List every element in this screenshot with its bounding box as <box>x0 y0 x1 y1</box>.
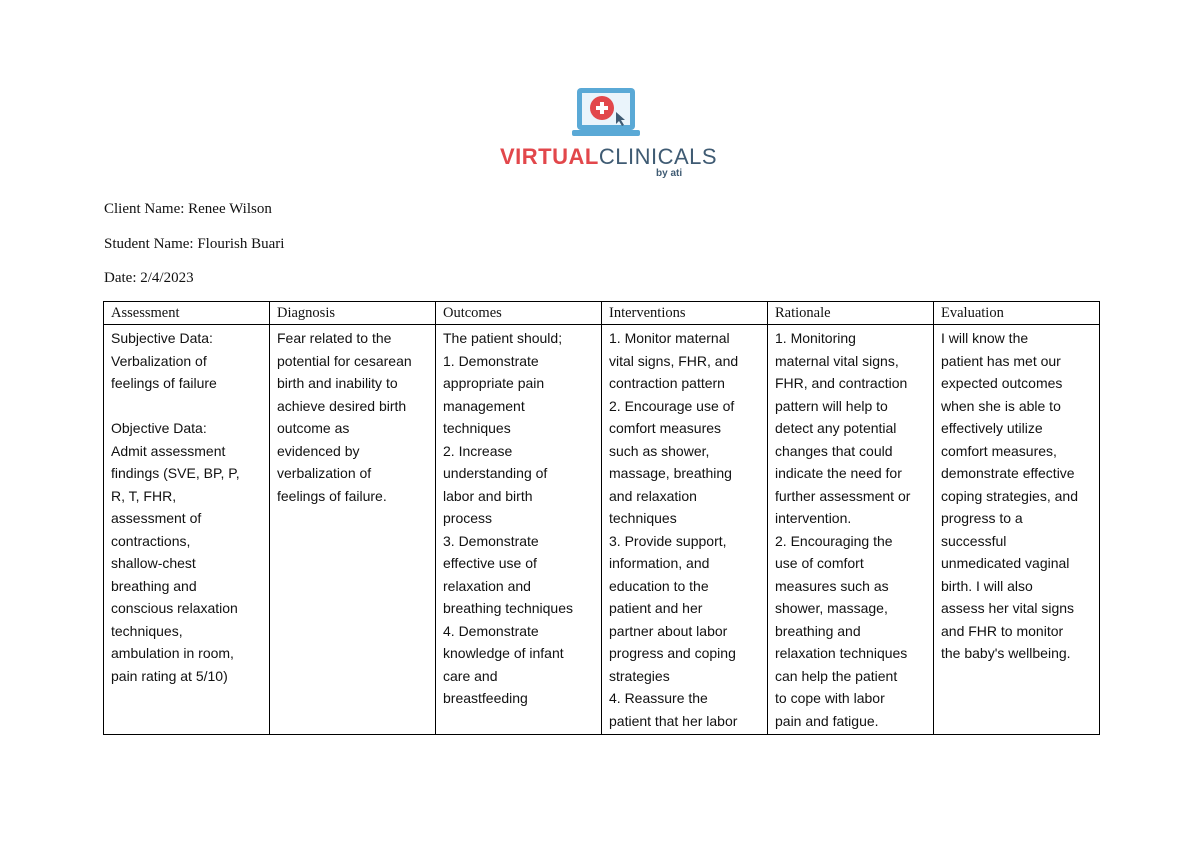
outcomes-line: 4. Demonstrate <box>443 622 539 639</box>
outcomes-line: labor and birth <box>443 487 533 504</box>
diagnosis-line: feelings of failure. <box>277 487 387 504</box>
rationale-line: can help the patient <box>775 667 898 684</box>
header-diagnosis: Diagnosis <box>270 302 436 325</box>
header-assessment: Assessment <box>104 302 270 325</box>
brand-part1: VIRTUAL <box>500 144 599 169</box>
rationale-line: shower, massage, <box>775 600 888 616</box>
rationale-line: 1. Monitoring <box>775 330 856 346</box>
rationale-line: intervention. <box>775 510 852 526</box>
rationale-line: indicate the need for <box>775 465 902 481</box>
outcomes-line: understanding of <box>443 465 548 481</box>
assessment-line: pain rating at 5/10) <box>111 667 228 684</box>
interventions-line: such as shower, <box>609 442 710 459</box>
outcomes-line: process <box>443 510 493 526</box>
evaluation-line: patient has met our <box>941 352 1061 369</box>
rationale-line: FHR, and contraction <box>775 375 908 391</box>
diagnosis-line: potential for cesarean <box>277 352 412 369</box>
interventions-line: 4. Reassure the <box>609 690 708 706</box>
assessment-line: R, T, FHR, <box>111 487 177 504</box>
assessment-line: ambulation in room, <box>111 645 234 661</box>
outcomes-line: 1. Demonstrate <box>443 352 539 369</box>
rationale-line: pain and fatigue. <box>775 712 879 729</box>
client-name: Client Name: Renee Wilson <box>104 201 272 217</box>
assessment-line: Admit assessment <box>111 442 226 459</box>
evaluation-line: progress to a <box>941 510 1023 526</box>
diagnosis-line: outcome as <box>277 420 350 436</box>
rationale-line: pattern will help to <box>775 397 888 414</box>
rationale-line: 2. Encouraging the <box>775 532 893 549</box>
evaluation-line: unmedicated vaginal <box>941 555 1070 571</box>
header-rationale: Rationale <box>768 302 934 325</box>
rationale-line: breathing and <box>775 622 861 639</box>
table-row <box>104 325 1100 735</box>
outcomes-line: knowledge of infant <box>443 645 564 661</box>
rationale-line: use of comfort <box>775 555 864 571</box>
outcomes-line: 2. Increase <box>443 442 513 459</box>
cell-evaluation <box>934 325 1100 735</box>
assessment-line: findings (SVE, BP, P, <box>111 465 240 481</box>
header-interventions: Interventions <box>602 302 768 325</box>
interventions-line: information, and <box>609 555 710 571</box>
assessment-line: Objective Data: <box>111 420 207 436</box>
evaluation-line: assess her vital signs <box>941 600 1075 616</box>
interventions-line: 3. Provide support, <box>609 532 727 549</box>
cell-rationale <box>768 325 934 735</box>
cell-assessment <box>104 325 270 735</box>
evaluation-line: successful <box>941 532 1007 549</box>
diagnosis-line: achieve desired birth <box>277 397 407 414</box>
outcomes-line: relaxation and <box>443 577 531 594</box>
interventions-line: patient that her labor <box>609 712 738 729</box>
rationale-line: relaxation techniques <box>775 645 908 661</box>
interventions-line: strategies <box>609 667 670 684</box>
cell-interventions <box>602 325 768 735</box>
evaluation-line: I will know the <box>941 330 1029 346</box>
evaluation-line: the baby's wellbeing. <box>941 645 1071 661</box>
assessment-line: feelings of failure <box>111 375 217 391</box>
care-plan-table <box>103 301 1100 735</box>
outcomes-line: techniques <box>443 420 511 436</box>
interventions-line: 1. Monitor maternal <box>609 330 730 346</box>
interventions-line: 2. Encourage use of <box>609 397 735 414</box>
assessment-line: contractions, <box>111 532 191 549</box>
assessment-line: shallow-chest <box>111 555 196 571</box>
interventions-line: massage, breathing <box>609 465 732 481</box>
interventions-line: contraction pattern <box>609 375 725 391</box>
assessment-line: Subjective Data: <box>111 330 213 346</box>
assessment-line: assessment of <box>111 510 202 526</box>
evaluation-line: and FHR to monitor <box>941 622 1064 639</box>
table-header-row <box>104 302 1100 325</box>
evaluation-line: effectively utilize <box>941 420 1043 436</box>
evaluation-line: expected outcomes <box>941 375 1063 391</box>
cell-diagnosis <box>270 325 436 735</box>
rationale-line: maternal vital signs, <box>775 352 899 369</box>
outcomes-line: 3. Demonstrate <box>443 532 539 549</box>
cell-outcomes <box>436 325 602 735</box>
assessment-line: techniques, <box>111 622 183 639</box>
header-evaluation: Evaluation <box>934 302 1100 325</box>
diagnosis-line: verbalization of <box>277 465 372 481</box>
rationale-line: detect any potential <box>775 420 897 436</box>
outcomes-line: breastfeeding <box>443 690 528 706</box>
assessment-spacer <box>111 395 262 418</box>
evaluation-line: demonstrate effective <box>941 465 1075 481</box>
brand-byline: by ati <box>656 168 683 179</box>
date: Date: 2/4/2023 <box>104 270 194 286</box>
outcomes-line: breathing techniques <box>443 600 573 616</box>
interventions-line: patient and her <box>609 600 703 616</box>
interventions-line: partner about labor <box>609 622 728 639</box>
interventions-line: education to the <box>609 577 709 594</box>
brand-part2: CLINICALS <box>598 144 718 169</box>
outcomes-line: effective use of <box>443 555 537 571</box>
diagnosis-line: birth and inability to <box>277 375 398 391</box>
evaluation-line: coping strategies, and <box>941 487 1078 504</box>
student-name: Student Name: Flourish Buari <box>104 236 285 252</box>
interventions-line: techniques <box>609 510 677 526</box>
rationale-line: further assessment or <box>775 487 911 504</box>
evaluation-line: when she is able to <box>941 397 1061 414</box>
outcomes-line: appropriate pain <box>443 375 545 391</box>
outcomes-line: care and <box>443 667 498 684</box>
rationale-line: measures such as <box>775 577 889 594</box>
assessment-line: breathing and <box>111 577 197 594</box>
rationale-line: changes that could <box>775 442 893 459</box>
brand-wordmark <box>500 144 716 170</box>
evaluation-line: comfort measures, <box>941 442 1057 459</box>
evaluation-line: birth. I will also <box>941 577 1033 594</box>
diagnosis-line: evidenced by <box>277 442 360 459</box>
interventions-line: comfort measures <box>609 420 722 436</box>
header-outcomes: Outcomes <box>436 302 602 325</box>
interventions-line: and relaxation <box>609 487 697 504</box>
assessment-line: conscious relaxation <box>111 600 238 616</box>
rationale-line: to cope with labor <box>775 690 885 706</box>
interventions-line: progress and coping <box>609 645 736 661</box>
outcomes-line: management <box>443 397 525 414</box>
virtual-clinicals-logo <box>496 86 716 186</box>
diagnosis-line: Fear related to the <box>277 330 392 346</box>
assessment-line: Verbalization of <box>111 352 207 369</box>
interventions-line: vital signs, FHR, and <box>609 352 739 369</box>
laptop-medical-cross-icon <box>572 86 640 140</box>
outcomes-line: The patient should; <box>443 330 563 346</box>
